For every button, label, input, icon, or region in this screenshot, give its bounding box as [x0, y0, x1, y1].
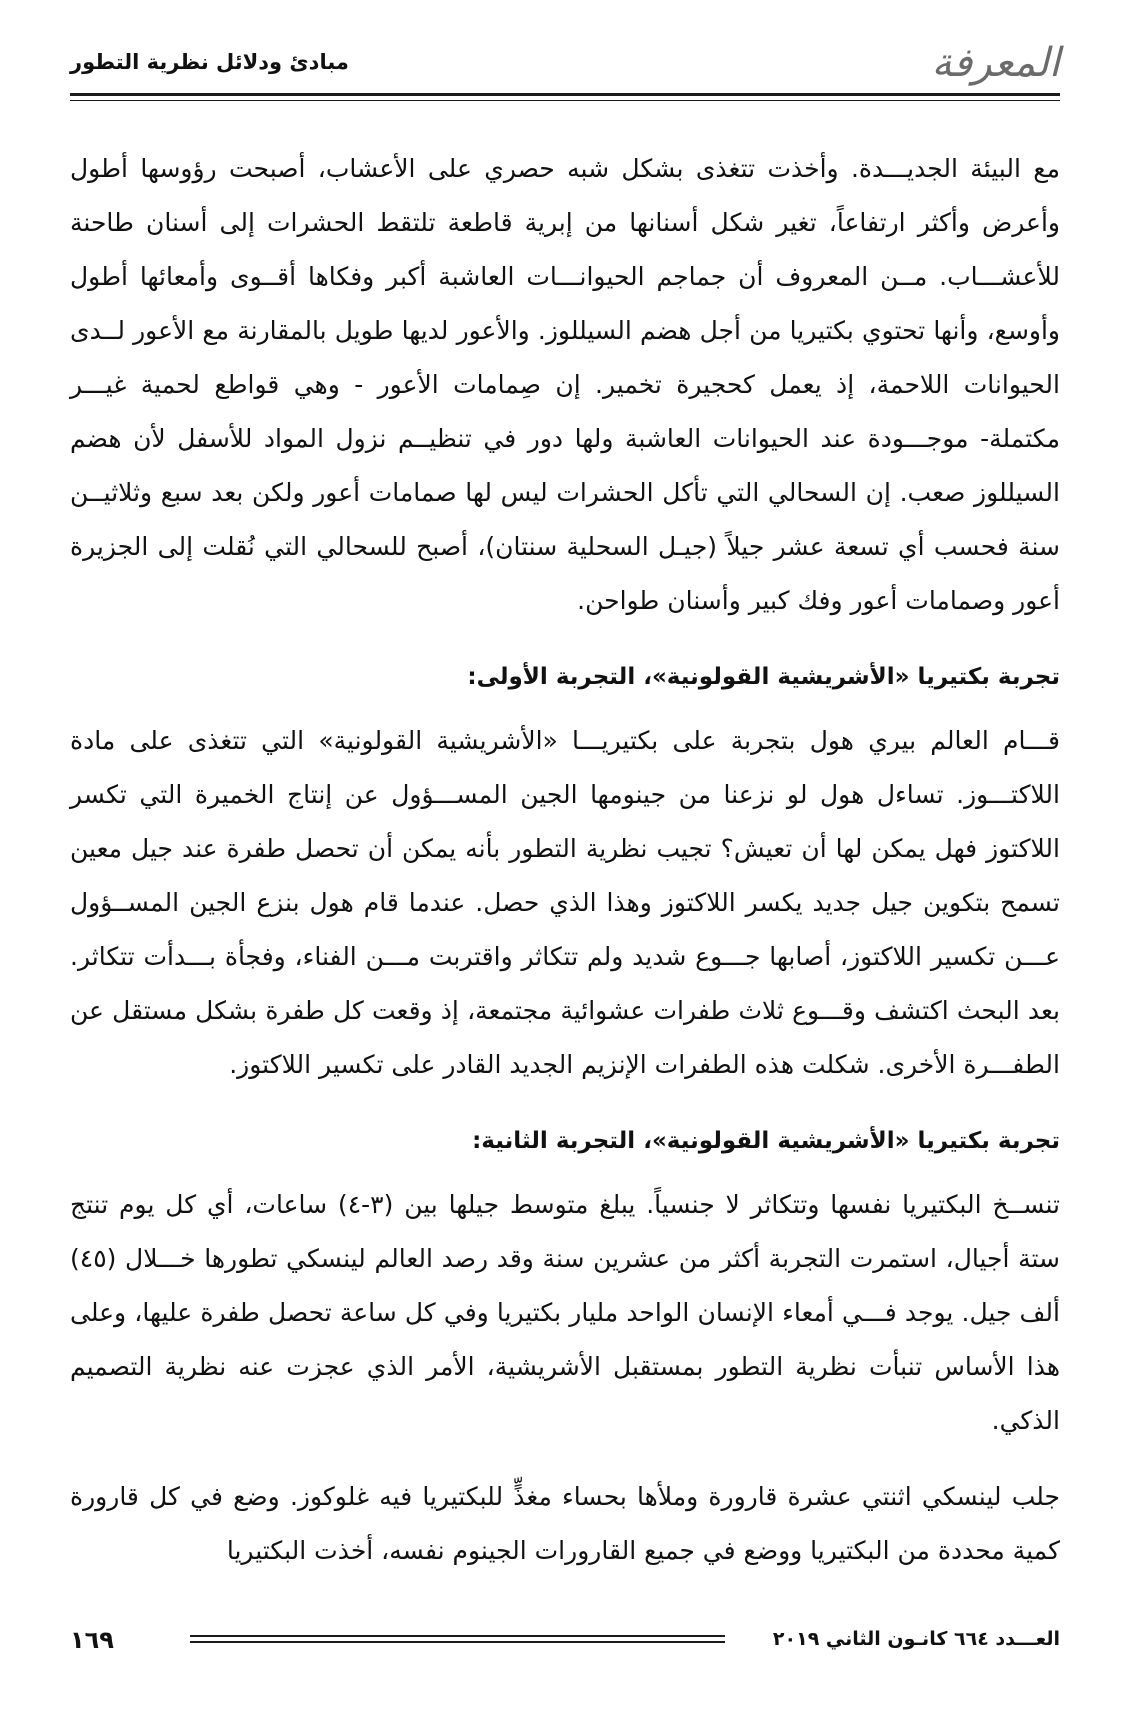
paragraph-2: قـــام العالم بيري هول بتجربة على بكتيريـــا «الأشريشية القولونية» التي تتغذى على مادة اللاكتـــوز. تساءل هول لو نزعنا من جينومها الجين المســـؤول عن إنتاج الخميرة التي تكسر اللاكتوز فهل يمكن لها أن تعيش؟ تجيب نظرية التطور بأنه يمكن أن تحصل طفرة عند جيل معين تسمح بتكوين جيل جديد يكسر اللاكتوز وهذا الذي حصل. عندما قام هول بنزع الجين المســؤول عـــن تكسير اللاكتوز، أصابها جـــوع شديد ولم تتكاثر واقتربت مـــن الفناء، وفجأة بـــدأت تتكاثر. بعد البحث اكتشف وقـــوع ثلاث طفرات عشوائية مجتمعة، إذ وقعت كل طفرة بشكل مستقل عن الطفـــرة الأخرى. شكلت هذه الطفرات الإنزيم الجديد القادر على تكسير اللاكتوز.	[70, 726, 1060, 1079]
journal-logo: المعرفة	[931, 40, 1060, 86]
header-rule-thick	[70, 93, 1060, 96]
page-header	[70, 40, 1060, 90]
running-title: مبادئ ودلائل نظرية التطور	[70, 50, 349, 74]
article-body	[70, 142, 1060, 1600]
footer-rule	[190, 1635, 725, 1643]
section-heading-experiment-1: تجربة بكتيريا «الأشريشية القولونية»، التجربة الأولى:	[467, 664, 1060, 690]
issue-info: العـــدد ٦٦٤ كانـون الثاني ٢٠١٩	[772, 1628, 1060, 1650]
paragraph-4: جلب لينسكي اثنتي عشرة قارورة وملأها بحساء مغذٍّ للبكتيريا فيه غلوكوز. وضع في كل قارورة كمية محددة من البكتيريا ووضع في جميع القارورات الجينوم نفسه، أخذت البكتيريا	[70, 1482, 1060, 1565]
page-footer	[70, 1628, 1060, 1658]
paragraph-1: مع البيئة الجديـــدة. وأخذت تتغذى بشكل شبه حصري على الأعشاب، أصبحت رؤوسها أطول وأعرض وأكثر ارتفاعاً، تغير شكل أسنانها من إبرية قاطعة تلتقط الحشرات إلى أسنان طاحنة للأعشـــاب. مــن المعروف أن جماجم الحيوانـــات العاشبة أكبر وفكاها أقــوى وأمعائها أطول وأوسع، وأنها تحتوي بكتيريا من أجل هضم السيللوز. والأعور لديها طويل بالمقارنة مع الأعور لــدى الحيوانات اللاحمة، إذ يعمل كحجيرة تخمير. إن صِمامات الأعور - وهي قواطع لحمية غيـــر مكتملة- موجـــودة عند الحيوانات العاشبة ولها دور في تنظيــم نزول المواد للأسفل لأن هضم السيللوز صعب. إن السحالي التي تأكل الحشرات ليس لها صمامات أعور ولكن بعد سبع وثلاثيــن سنة فحسب أي تسعة عشر جيلاً (جيـل السحلية سنتان)، أصبح للسحالي التي نُقلت إلى الجزيرة أعور وصمامات أعور وفك كبير وأسنان طواحن.	[70, 154, 1060, 615]
page-number: ١٦٩	[70, 1626, 114, 1654]
paragraph-3: تنســخ البكتيريا نفسها وتتكاثر لا جنسياً. يبلغ متوسط جيلها بين (٣-٤) ساعات، أي كل يوم تنتج ستة أجيال، استمرت التجربة أكثر من عشرين سنة وقد رصد العالم لينسكي تطورها خـــلال (٤٥) ألف جيل. يوجد فـــي أمعاء الإنسان الواحد مليار بكتيريا وفي كل ساعة تحصل طفرة عليها، وعلى هذا الأساس تنبأت نظرية التطور بمستقبل الأشريشية، الأمر الذي عجزت عنه نظرية التصميم الذكي.	[70, 1190, 1060, 1435]
header-rule-thin	[70, 100, 1060, 101]
section-heading-experiment-2: تجربة بكتيريا «الأشريشية القولونية»، التجربة الثانية:	[472, 1128, 1060, 1154]
